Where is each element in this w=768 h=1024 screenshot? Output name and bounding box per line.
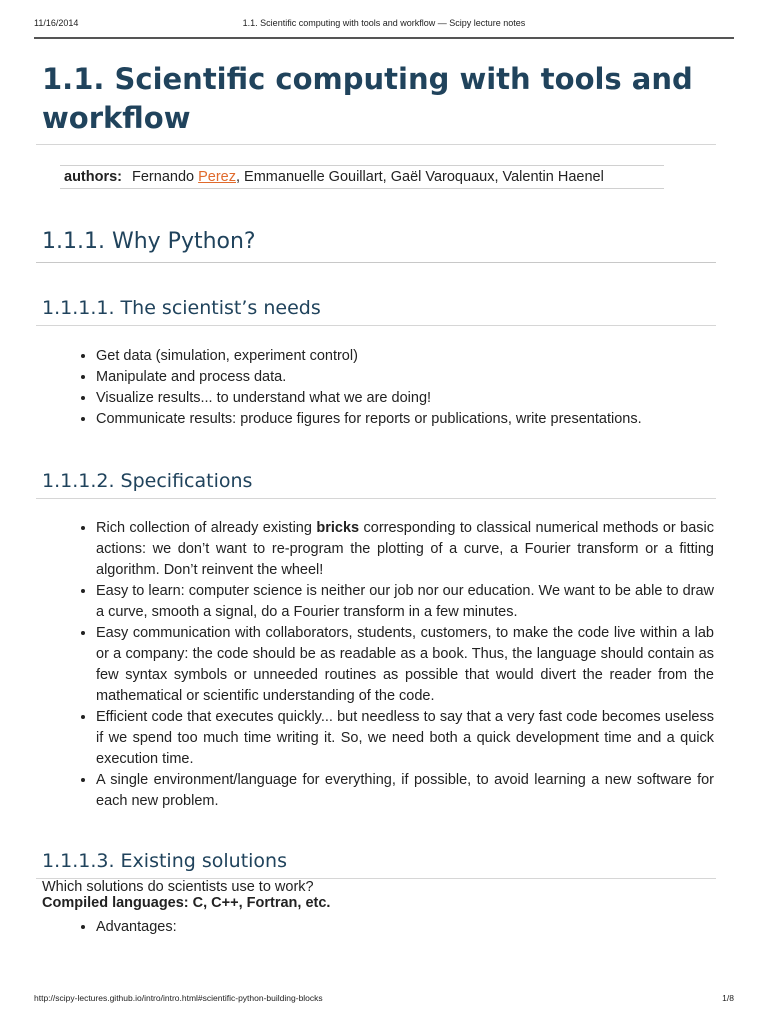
list-item: • Communicate results: produce figures for reports or publications, write presentations.	[96, 409, 714, 430]
bold-term-bricks: bricks	[316, 520, 360, 536]
print-page-title: 1.1. Scientific computing with tools and workflow — Scipy lecture notes	[242, 18, 526, 28]
list-item: • A single environment/language for everything, if possible, to avoid learning a new software for each new problem.	[96, 770, 714, 812]
advantages-list	[42, 917, 714, 938]
print-date: 11/16/2014	[34, 18, 79, 28]
list-item: • Manipulate and process data.	[96, 367, 714, 388]
document-body	[42, 60, 714, 938]
list-item: • Get data (simulation, experiment control)	[96, 346, 714, 367]
list-item: • Visualize results... to understand what we are doing!	[96, 388, 714, 409]
subsection-divider	[36, 325, 716, 326]
list-item	[96, 518, 714, 581]
specifications-list	[42, 518, 714, 812]
list-item: • Efficient code that executes quickly... but needless to say that a very fast code becomes useless if we spend too much time writing it. So, we need both a quick development time and a quick execution time.	[96, 707, 714, 770]
author-first-name: Fernando	[132, 169, 195, 185]
author-link-perez[interactable]: Perez	[198, 169, 236, 185]
print-url: http://scipy-lectures.github.io/intro/intro.html#scientific-python-building-blocks	[34, 993, 323, 1003]
section-heading-why-python: 1.1.1. Why Python?	[42, 229, 256, 254]
authors-rest: , Emmanuelle Gouillart, Gaël Varoquaux, Valentin Haenel	[236, 169, 604, 185]
subsection-heading-existing-solutions: 1.1.1.3. Existing solutions	[42, 850, 287, 872]
needs-list	[42, 346, 714, 430]
subsection-heading-specifications: 1.1.1.2. Specifications	[42, 470, 253, 492]
subsection-heading-needs: 1.1.1.1. The scientist’s needs	[42, 297, 321, 319]
list-item: • Easy to learn: computer science is neither our job nor our education. We want to be able to draw a curve, smooth a signal, do a Fourier transform in a few minutes.	[96, 581, 714, 623]
paragraph-compiled-languages: Compiled languages: C, C++, Fortran, etc.	[42, 895, 331, 911]
authors-label: authors:	[64, 169, 122, 185]
subsection-divider	[36, 498, 716, 499]
print-footer	[34, 993, 734, 1005]
authors-box	[60, 165, 664, 189]
section-divider	[36, 262, 716, 263]
list-item-text: Rich collection of already existing	[96, 520, 317, 536]
list-item-text: corresponding to classical numerical methods or basic actions: we don’t want to re-program the plotting of a curve, a Fourier transform or a fitting algorithm. Don’t reinvent the wheel!	[96, 520, 714, 578]
list-item: • Easy communication with collaborators, students, customers, to make the code live within a lab or a company: the code should be as readable as a book. Thus, the language should contain as few syntax symbols or unneeded routines as possible that would divert the reader from the mathematical or scientific understanding of the code.	[96, 623, 714, 707]
header-divider	[34, 37, 734, 39]
paragraph-intro: Which solutions do scientists use to work?	[42, 879, 314, 895]
print-header	[34, 18, 734, 32]
list-item: • Advantages:	[96, 917, 714, 938]
title-divider	[36, 144, 716, 145]
page-number: 1/8	[722, 993, 734, 1003]
page-title: 1.1. Scientific computing with tools and workflow	[42, 62, 693, 135]
